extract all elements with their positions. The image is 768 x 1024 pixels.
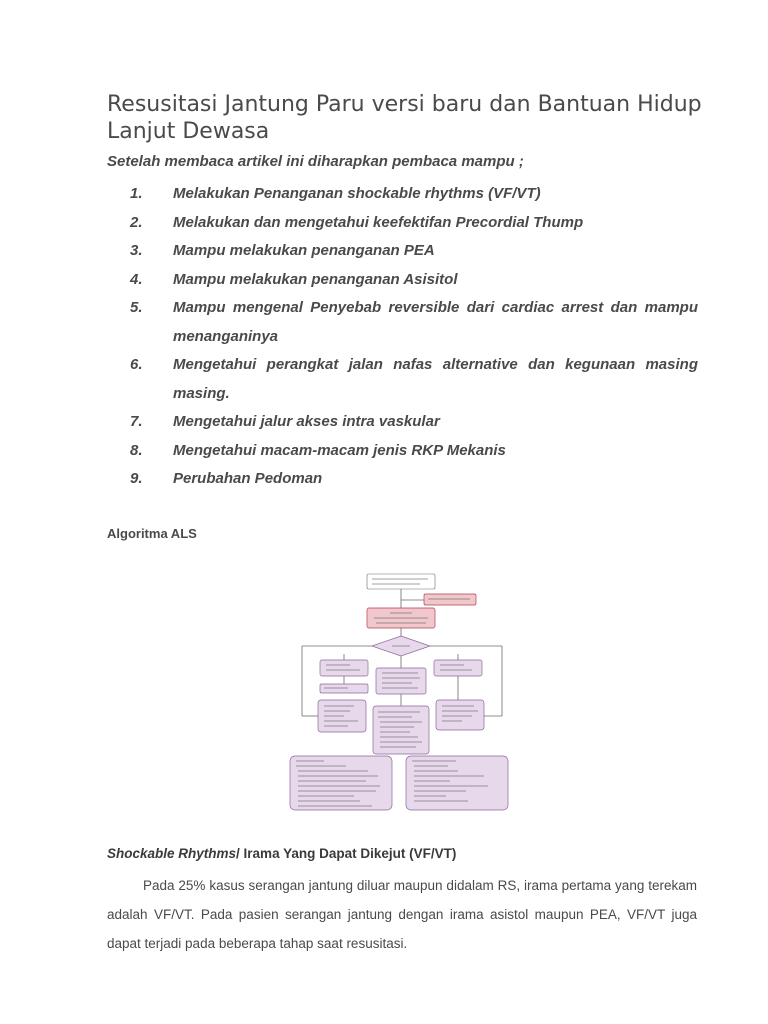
objective-item [107, 266, 698, 295]
document-title: Resusitasi Jantung Paru versi baru dan Bantuan Hidup Lanjut Dewasa [107, 92, 702, 144]
objective-number: 7. [130, 413, 143, 430]
objective-number: 2. [130, 213, 143, 231]
objective-item [107, 351, 698, 408]
objective-item [107, 237, 698, 266]
intro-text: Setelah membaca artikel ini diharapkan pembaca mampu ; [107, 153, 524, 170]
objective-text: Mengetahui macam-macam jenis RKP Mekanis [173, 441, 506, 459]
body-paragraph [107, 871, 697, 958]
objective-number: 9. [130, 470, 143, 487]
objective-number: 5. [130, 299, 143, 316]
objective-item [107, 180, 698, 209]
objective-text: Mengetahui perangkat jalan nafas alternative dan kegunaan masing masing. [173, 356, 698, 402]
objective-text: Mengetahui jalur akses intra vaskular [173, 413, 440, 430]
objective-item [107, 294, 698, 351]
objective-text: Melakukan Penanganan shockable rhythms (VF/VT) [173, 185, 541, 202]
objectives-list [107, 180, 698, 494]
objective-item [107, 437, 698, 466]
objective-text: Perubahan Pedoman [173, 470, 323, 487]
objective-number: 6. [130, 356, 143, 373]
objective-number: 1. [130, 185, 143, 202]
objective-item [107, 465, 698, 494]
paragraph-text: Pada 25% kasus serangan jantung diluar maupun didalam RS, irama pertama yang terekam adalah VF/VT. Pada pasien serangan jantung dengan irama asistol maupun PEA, VF/VT juga dapat terjadi pada beberapa tahap saat resusitasi. [107, 878, 697, 951]
subheading-italic: Shockable Rhythms [107, 846, 237, 861]
section-label-algoritma: Algoritma ALS [107, 526, 197, 541]
objective-number: 3. [130, 242, 143, 259]
objective-text: Melakukan dan mengetahui keefektifan Precordial Thump [173, 213, 584, 231]
objective-text: Mampu melakukan penanganan PEA [173, 242, 435, 259]
objective-item [107, 408, 698, 437]
als-algorithm-diagram [288, 568, 510, 812]
objective-number: 4. [130, 270, 143, 288]
objective-item [107, 209, 698, 238]
objective-text: Mampu mengenal Penyebab reversible dari cardiac arrest dan mampu menanganinya [173, 299, 698, 345]
subheading-shockable-rhythms [107, 846, 456, 861]
subheading-rest: / Irama Yang Dapat Dikejut (VF/VT) [236, 846, 457, 861]
objective-text: Mampu melakukan penanganan Asisitol [173, 270, 458, 288]
objective-number: 8. [130, 441, 143, 459]
